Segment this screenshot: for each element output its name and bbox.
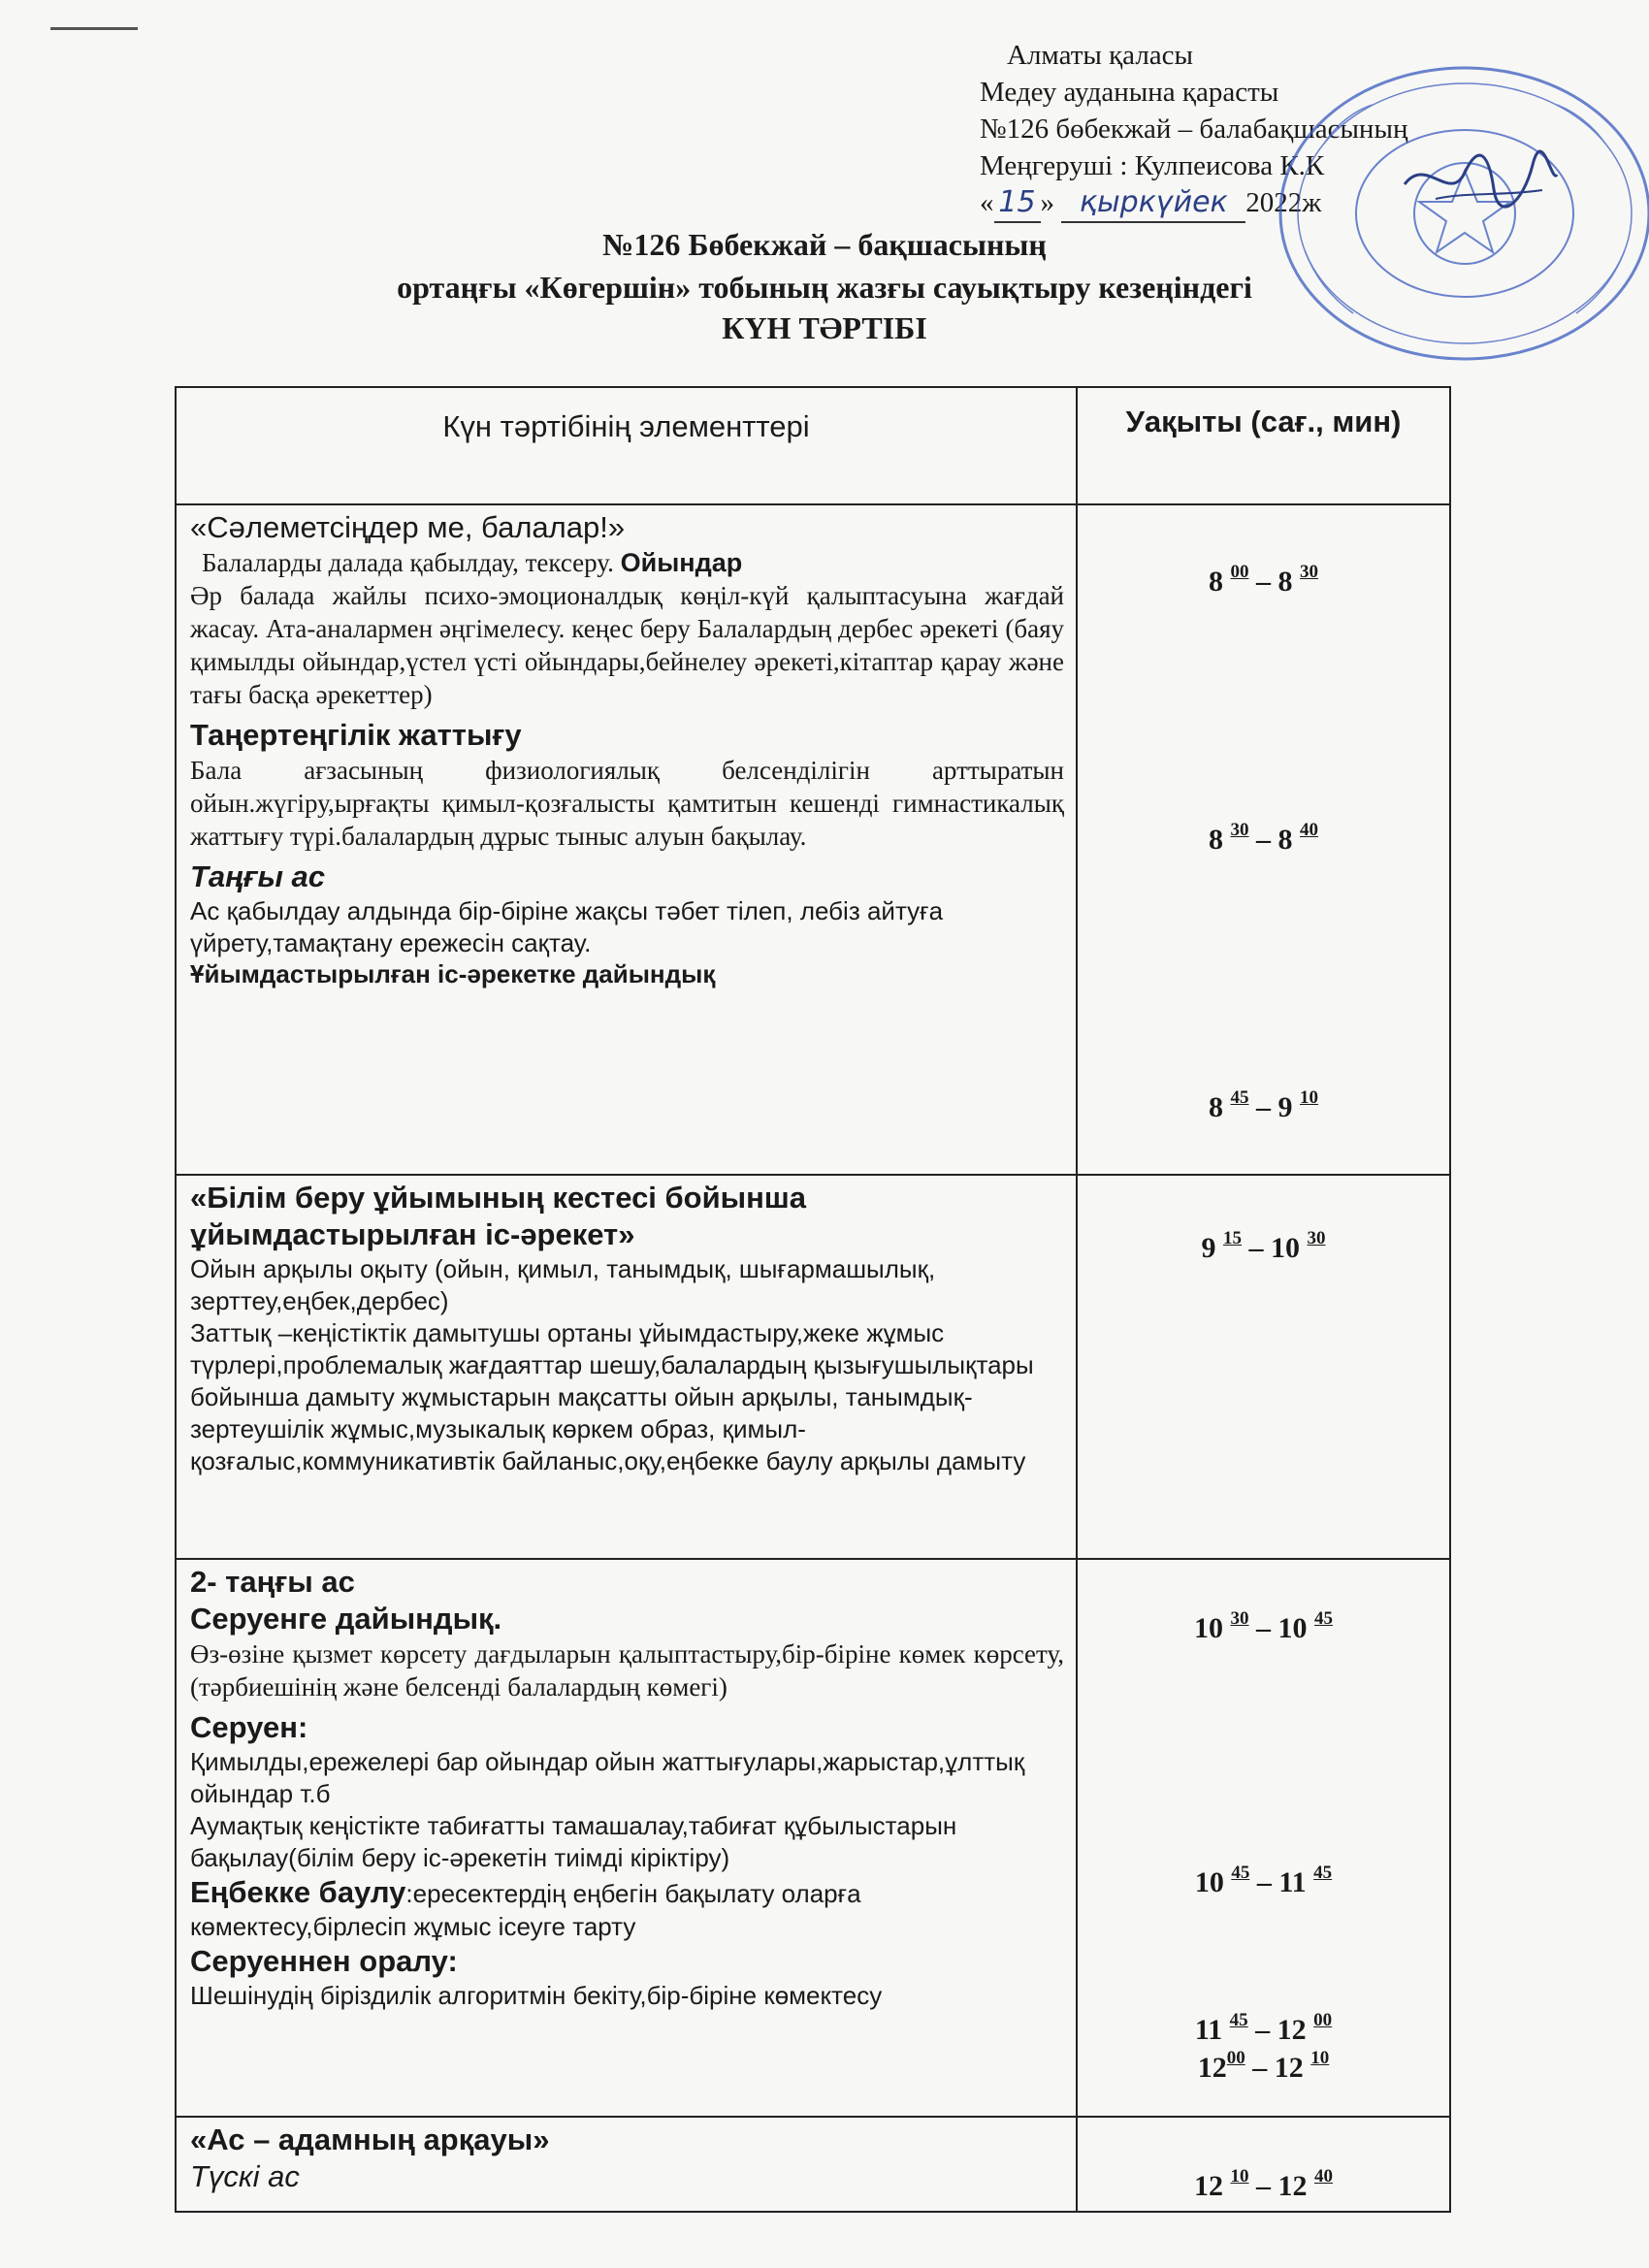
- column-header-time: Уақыты (сағ., мин): [1077, 387, 1450, 504]
- time-range: 11 $^{45}$ – 12 $^{00}$: [1194, 2010, 1333, 2046]
- row-heading: «Білім беру ұйымының кестесі бойынша ұйымдастырылған іс-әрекет»: [190, 1181, 806, 1251]
- column-header-elements: Күн тәртібінің элементтері: [176, 387, 1077, 504]
- scan-corner-mark: [50, 27, 138, 30]
- table-row: [176, 1559, 1450, 2117]
- table-row: [176, 1175, 1450, 1559]
- time-range: 10 $^{30}$ – 10 $^{45}$: [1194, 1608, 1333, 1644]
- approval-district: Медеу ауданына қарасты: [980, 77, 1279, 108]
- time-range: 10 $^{45}$ – 11 $^{45}$: [1194, 1863, 1333, 1898]
- row-heading: Серуенге дайындық.: [190, 1602, 502, 1636]
- row-text: Өз-өзіне қызмет көрсету дағдыларын қалыптастыру,бір-біріне көмек көрсету, (тәрбиешінің және белсенді балалардың көмегі): [190, 1639, 1064, 1701]
- row-text: Шешінудің біріздилік алгоритмін бекіту,бір-біріне көмектесу: [190, 1981, 883, 2010]
- row-heading: «Сәлеметсіңдер ме, балалар!»: [190, 510, 626, 544]
- signature-icon: [1397, 146, 1562, 213]
- document-title-line1: №126 Бөбекжай – бақшасының: [602, 227, 1047, 262]
- row-elements-cell: [176, 504, 1077, 1175]
- time-range: 12 $^{10}$ – 12 $^{40}$: [1194, 2166, 1333, 2202]
- approval-head: Меңгеруші : Кулпеисова К.К: [980, 150, 1325, 181]
- row-text: Ас қабылдау алдында бір-біріне жақсы тәбет тілеп, лебіз айтуға үйрету,тамақтану ережесін сақтау.: [190, 896, 944, 957]
- row-heading: Таңертеңгілік жаттығу: [190, 718, 522, 752]
- row-text: Балаларды далада қабылдау, тексеру. Ойындар: [202, 548, 743, 577]
- schedule-table: [175, 386, 1451, 2213]
- row-heading: «Ас – адамның арқауы»: [190, 2122, 550, 2156]
- approval-date-month: қыркүйек: [1061, 184, 1245, 223]
- time-range: 8 $^{30}$ – 8 $^{40}$: [1209, 820, 1318, 856]
- row-heading: Таңғы ас: [190, 859, 326, 893]
- row-time-cell: [1077, 1175, 1450, 1559]
- table-row: [176, 504, 1450, 1175]
- document-title-main: КҮН ТӘРТІБІ: [722, 310, 927, 345]
- row-heading: Түскі ас: [190, 2159, 300, 2193]
- row-text: Еңбекке баулу:ересектердің еңбегін бақылату оларға көмектесу,бірлесіп жұмыс ісеуге тарту: [190, 1875, 861, 1941]
- approval-date: « 15 » қыркүйек 2022ж: [980, 184, 1407, 223]
- row-heading: Серуен:: [190, 1710, 308, 1744]
- row-text: Ойын арқылы оқыту (ойын, қимыл, танымдық, шығармашылық, зерттеу,еңбек,дербес): [190, 1254, 936, 1315]
- approval-date-year: 2022ж: [1245, 187, 1322, 218]
- row-text: Аумақтық кеңістікте табиғатты тамашалау,табиғат құбылыстарын бақылау(білім беру іс-әрекетін тиімді кіріктіру): [190, 1811, 957, 1872]
- row-heading: Серуеннен оралу:: [190, 1944, 458, 1978]
- row-text: Бала ағзасының физиологиялық белсенділігін арттыратын ойын.жүгіру,ырғақты қимыл-қозғалысты қамтитын кешенді гимнастикалық жаттығу түрі.балалардың дұрыс тыныс алуын бақылау.: [190, 756, 1064, 851]
- table-row: [176, 2117, 1450, 2212]
- time-range: 8 $^{00}$ – 8 $^{30}$: [1209, 562, 1318, 598]
- row-time-cell: [1077, 1559, 1450, 2117]
- row-time-cell: [1077, 2117, 1450, 2212]
- row-heading: 2- таңғы ас: [190, 1565, 355, 1599]
- row-elements-cell: [176, 1559, 1077, 2117]
- time-range: $12^{00} - 12$ $^{10}$: [1197, 2048, 1330, 2084]
- table-header-row: [176, 387, 1450, 504]
- time-range: 9 $^{15}$ – 10 $^{30}$: [1201, 1228, 1326, 1264]
- time-range: 8 $^{45}$ – 9 $^{10}$: [1209, 1087, 1318, 1123]
- row-elements-cell: [176, 1175, 1077, 1559]
- document-title-line2: ортаңғы «Көгершін» тобының жазғы сауықтыру кезеңіндегі: [397, 270, 1252, 305]
- approval-date-day: 15: [994, 184, 1041, 223]
- row-text: Заттық –кеңістіктік дамытушы ортаны ұйымдастыру,жеке жұмыс түрлері,проблемалық жағдаяттар шешу,балалардың қызығушылықтары бойынша дамыту жұмыстарын мақсатты ойын арқылы, танымдық-зертеушілік жұмыс,музыкалық көркем образ, қимыл-қозғалыс,коммуникативтік байланыс,оқу,еңбекке баулу арқылы дамыту: [190, 1318, 1034, 1475]
- row-elements-cell: [176, 2117, 1077, 2212]
- approval-city: Алматы қаласы: [1007, 40, 1194, 71]
- row-text: Қимылды,ережелері бар ойындар ойын жаттығулары,жарыстар,ұлттық ойындар т.б: [190, 1747, 1025, 1808]
- row-text: Әр балада жайлы психо-эмоционалдық көңіл-күй қалыптасуына жағдай жасау. Ата-аналармен әңгімелесу. кеңес беру Балалардың дербес әрекеті (баяу қимылды ойындар,үстел үсті ойындары,бейнелеу әрекеті,кітаптар қарау және тағы басқа әрекеттер): [190, 581, 1064, 709]
- row-subheading: Ұйымдастырылған іс-әрекетке дайындық: [190, 959, 716, 988]
- row-time-cell: [1077, 504, 1450, 1175]
- approval-institution: №126 бөбекжай – балабақшасының: [980, 113, 1408, 145]
